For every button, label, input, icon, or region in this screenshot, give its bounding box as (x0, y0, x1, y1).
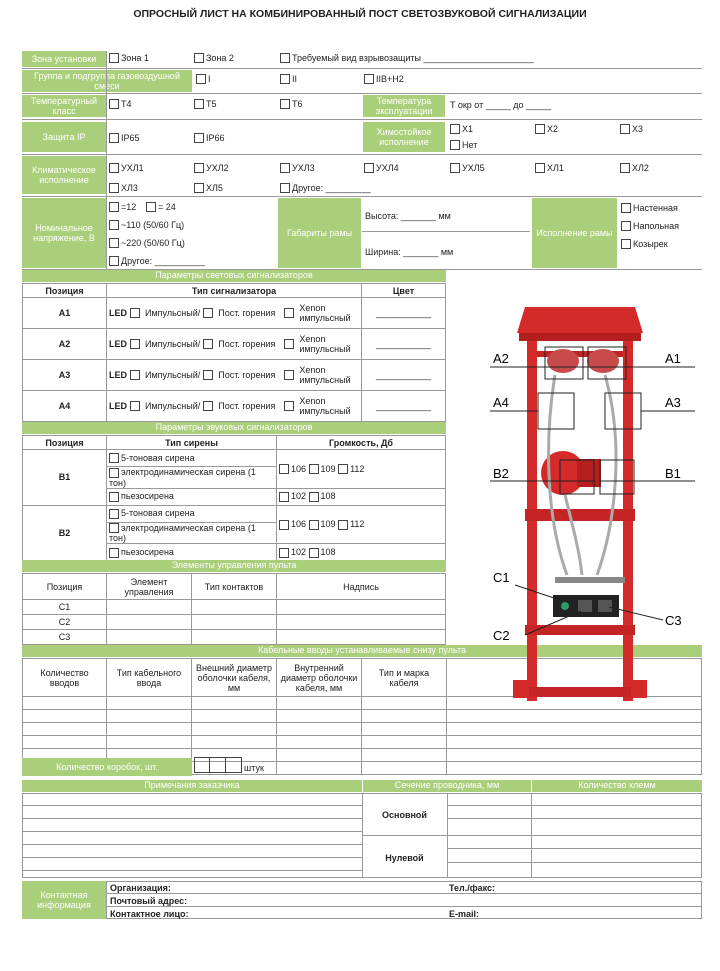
person-label[interactable]: Контактное лицо: (110, 909, 189, 919)
table-row (23, 360, 446, 391)
option-label: T4 (121, 99, 132, 109)
option-label: ХЛ2 (632, 163, 649, 173)
position-cell: A2 (23, 329, 107, 360)
climate-other-option[interactable] (280, 183, 371, 193)
checkbox[interactable] (109, 238, 119, 248)
v-other-option[interactable] (109, 256, 205, 266)
checkbox[interactable] (450, 140, 460, 150)
checkbox[interactable] (109, 453, 119, 463)
xenon-label: Xenon импульсный (299, 334, 351, 354)
checkbox[interactable] (194, 53, 204, 63)
siren-label: электродинамическая сирена (1 тон) (109, 467, 256, 488)
xenon-label: Xenon импульсный (299, 396, 351, 416)
x3-option[interactable] (620, 124, 643, 134)
checkbox[interactable] (203, 401, 213, 411)
chem-label: Химостойкое исполнение (363, 122, 445, 152)
crossbar (525, 509, 635, 521)
checkbox[interactable] (146, 202, 156, 212)
input-cell[interactable] (192, 600, 277, 615)
checkbox[interactable] (109, 468, 119, 478)
climate-option[interactable] (620, 163, 649, 173)
contact-area (106, 881, 702, 919)
checkbox[interactable] (109, 509, 119, 519)
col-header: Внешний диаметр оболочки кабеля, мм (192, 659, 277, 697)
volume-label: 109 (320, 463, 336, 474)
const-label: Пост. горения (218, 339, 276, 349)
diagram-label: C2 (493, 628, 510, 643)
option-label: Зона 1 (121, 53, 149, 63)
checkbox[interactable] (338, 464, 348, 474)
zone1-option[interactable] (109, 53, 149, 63)
checkbox[interactable] (621, 221, 631, 231)
siren-b1 (577, 459, 601, 487)
checkbox[interactable] (109, 202, 119, 212)
foot-right (631, 680, 647, 698)
crossbar (525, 625, 635, 635)
position-cell: C1 (23, 600, 107, 615)
checkbox[interactable] (109, 133, 119, 143)
checkbox[interactable] (621, 239, 631, 249)
checkbox[interactable] (280, 99, 290, 109)
group3-option[interactable] (364, 74, 404, 84)
option-label: Нет (462, 140, 478, 150)
position-cell: C3 (23, 630, 107, 645)
volume-label: 108 (320, 546, 336, 557)
checkbox[interactable] (309, 520, 319, 530)
climate-option[interactable] (194, 183, 223, 193)
volume-label: 109 (320, 519, 336, 530)
checkbox[interactable] (338, 520, 348, 530)
checkbox[interactable] (364, 74, 374, 84)
checkbox[interactable] (194, 183, 204, 193)
option-label: Другое: _________ (292, 183, 371, 193)
group2-option[interactable] (280, 74, 297, 84)
signal-post-diagram (485, 295, 700, 715)
led-label: LED (109, 370, 127, 380)
volume-label: 106 (291, 463, 307, 474)
option-label: = 24 (158, 202, 176, 212)
voltage-label: Номинальное напряжение, В (22, 198, 106, 268)
addr-label[interactable]: Почтовый адрес: (110, 896, 188, 906)
sound-header: Параметры звуковых сигнализаторов (22, 422, 446, 434)
checkbox[interactable] (280, 183, 290, 193)
v110-option[interactable] (109, 220, 184, 230)
sound-table (22, 435, 446, 561)
email-label[interactable]: E-mail: (449, 909, 480, 919)
col-header: Тип контактов (192, 574, 277, 600)
frame-type-label: Исполнение рамы (532, 198, 617, 268)
diagram-label: B1 (665, 466, 681, 481)
checkbox[interactable] (309, 548, 319, 558)
t5-option[interactable] (194, 99, 217, 109)
volume-label: 102 (291, 491, 307, 502)
checkbox[interactable] (109, 548, 119, 558)
checkbox[interactable] (535, 163, 545, 173)
chem-no-option[interactable] (450, 140, 477, 150)
led-label: LED (109, 308, 127, 318)
checkbox[interactable] (109, 183, 119, 193)
checkbox[interactable] (450, 163, 460, 173)
group-label: Группа и подгруппа газовоздушной смеси (22, 70, 192, 92)
option-label: ХЛ3 (121, 183, 138, 193)
checkbox[interactable] (309, 492, 319, 502)
table-row (23, 329, 446, 360)
volume-label: 108 (320, 491, 336, 502)
option-label: УХЛ1 (121, 163, 144, 173)
checkbox[interactable] (535, 124, 545, 134)
checkbox[interactable] (279, 520, 289, 530)
col-header: Элемент управления (107, 574, 192, 600)
checkbox[interactable] (203, 339, 213, 349)
input-cell[interactable] (107, 615, 192, 630)
zero-label: Нулевой (385, 853, 424, 863)
cable (565, 495, 582, 575)
col-header: Тип кабельного ввода (107, 659, 192, 697)
col-header: Тип сигнализатора (107, 284, 362, 298)
checkbox[interactable] (284, 401, 294, 411)
volume-label: 102 (291, 546, 307, 557)
position-cell: A1 (23, 298, 107, 329)
canopy-edge (519, 333, 641, 341)
option-label: IIB+H2 (376, 74, 404, 84)
checkbox[interactable] (109, 53, 119, 63)
siren-label: 5-тоновая сирена (121, 508, 195, 519)
control-mount (555, 577, 625, 583)
col-header: Позиция (23, 284, 107, 298)
control-c2 (578, 600, 592, 612)
checkbox[interactable] (280, 74, 290, 84)
floor-option[interactable] (621, 221, 679, 231)
foot-left (513, 680, 529, 698)
boxes-field[interactable] (194, 757, 264, 773)
table-row (23, 615, 446, 630)
v12-option[interactable] (109, 202, 136, 212)
input-cell[interactable] (277, 615, 446, 630)
color-field[interactable]: ___________ (362, 329, 446, 360)
notes-header: Примечания заказчика (22, 780, 362, 792)
diagram-label: A2 (493, 351, 509, 366)
checkbox[interactable] (280, 53, 290, 63)
checkbox[interactable] (621, 203, 631, 213)
v24-option[interactable] (146, 202, 176, 212)
frame-width-field[interactable]: Ширина: _______ мм (365, 247, 454, 257)
checkbox[interactable] (279, 548, 289, 558)
section-header: Сечение проводника, мм (363, 780, 531, 792)
input-cell[interactable] (107, 630, 192, 645)
position-cell: B1 (23, 450, 107, 506)
page-title: ОПРОСНЫЙ ЛИСТ НА КОМБИНИРОВАННЫЙ ПОСТ СВЕТОЗВУКОВОЙ СИГНАЛИЗАЦИИ (133, 8, 587, 20)
checkbox[interactable] (203, 308, 213, 318)
climate-option[interactable] (535, 163, 564, 173)
xenon-label: Xenon импульсный (299, 365, 351, 385)
siren-label: электродинамическая сирена (1 тон) (109, 522, 256, 544)
diagram-label: B2 (493, 466, 509, 481)
climate-option[interactable] (109, 163, 144, 173)
diagram-label: C1 (493, 570, 510, 585)
option-label: ~220 (50/60 Гц) (121, 238, 185, 248)
checkbox[interactable] (130, 308, 140, 318)
checkbox[interactable] (194, 133, 204, 143)
col-header: Надпись (277, 574, 446, 600)
option-label: ~110 (50/60 Гц) (121, 220, 185, 230)
position-cell: B2 (23, 505, 107, 561)
option-label: ХЛ5 (206, 183, 223, 193)
checkbox[interactable] (109, 256, 119, 266)
volume-label: 112 (350, 519, 365, 530)
color-field[interactable]: ___________ (362, 298, 446, 329)
x1-option[interactable] (450, 124, 473, 134)
option-label: X2 (547, 124, 559, 134)
ip65-option[interactable] (109, 133, 140, 143)
crossbar (525, 687, 635, 697)
tel-label[interactable]: Тел./факс: (449, 883, 496, 893)
table-row (23, 723, 702, 736)
col-header: Тип сирены (107, 436, 277, 450)
checkbox[interactable] (309, 464, 319, 474)
option-label: ХЛ1 (547, 163, 564, 173)
position-cell: A4 (23, 391, 107, 422)
volume-label: 112 (350, 463, 365, 474)
climate-option[interactable] (280, 163, 315, 173)
t4-option[interactable] (109, 99, 132, 109)
checkbox[interactable] (194, 99, 204, 109)
checkbox[interactable] (284, 339, 294, 349)
checkbox[interactable] (130, 401, 140, 411)
table-row (23, 298, 446, 329)
table-row (23, 630, 446, 645)
checkbox[interactable] (364, 163, 374, 173)
leader-line (515, 585, 563, 601)
pulse-label: Импульсный/ (145, 339, 201, 349)
option-label: Напольная (633, 221, 679, 231)
checkbox[interactable] (620, 124, 630, 134)
checkbox[interactable] (284, 370, 294, 380)
group1-option[interactable] (196, 74, 211, 84)
table-row (23, 391, 446, 422)
climate-label: Климатическое исполнение (22, 156, 106, 194)
checkbox[interactable] (109, 99, 119, 109)
controls-header: Элементы управления пульта (22, 560, 446, 572)
clamps-header: Количество клемм (532, 780, 702, 792)
v220-option[interactable] (109, 238, 185, 248)
checkbox[interactable] (620, 163, 630, 173)
climate-option[interactable] (109, 183, 138, 193)
checkbox[interactable] (279, 492, 289, 502)
pulse-label: Импульсный/ (145, 370, 201, 380)
option-label: УХЛ2 (206, 163, 229, 173)
option-label: X1 (462, 124, 474, 134)
input-cell[interactable] (277, 630, 446, 645)
volume-label: 106 (291, 519, 307, 530)
option-label: I (208, 74, 211, 84)
checkbox[interactable] (279, 464, 289, 474)
input-cell[interactable] (192, 615, 277, 630)
input-cell[interactable] (192, 630, 277, 645)
org-label[interactable]: Организация: (110, 883, 171, 893)
col-header: Тип и марка кабеля (362, 659, 447, 697)
col-header: Позиция (23, 574, 107, 600)
light-header: Параметры световых сигнализаторов (22, 270, 446, 282)
unit-label: штук (244, 763, 264, 773)
controls-table (22, 573, 446, 645)
const-label: Пост. горения (218, 308, 276, 318)
diagram-label: A1 (665, 351, 681, 366)
checkbox[interactable] (280, 163, 290, 173)
option-label: УХЛ4 (376, 163, 399, 173)
beacon-a2 (547, 349, 579, 373)
option-label: Требуемый вид взрывозащиты ______________________ (292, 53, 534, 63)
wall-option[interactable] (621, 203, 678, 213)
diagram-label: A4 (493, 395, 509, 410)
t6-option[interactable] (280, 99, 303, 109)
control-c3 (598, 600, 612, 612)
option-label: УХЛ3 (292, 163, 315, 173)
explosion-protection-option[interactable] (280, 53, 534, 63)
led-label: LED (109, 401, 127, 411)
option-label: II (292, 74, 298, 84)
option-label: T5 (206, 99, 217, 109)
col-header: Внутренний диаметр оболочки кабеля, мм (277, 659, 362, 697)
checkbox[interactable] (450, 124, 460, 134)
checkbox[interactable] (109, 220, 119, 230)
led-label: LED (109, 339, 127, 349)
contact-label: Контактная информация (22, 881, 106, 919)
option-label: УХЛ5 (462, 163, 485, 173)
frame-height-field[interactable]: Высота: _______ мм (365, 211, 451, 221)
siren-label: пьезосирена (121, 491, 174, 502)
climate-option[interactable] (450, 163, 485, 173)
climate-option[interactable] (194, 163, 229, 173)
checkbox[interactable] (194, 163, 204, 173)
option-label: Козырек (633, 239, 668, 249)
siren-label: 5-тоновая сирена (121, 452, 195, 463)
col-header: Количество вводов (23, 659, 107, 697)
checkbox[interactable] (109, 163, 119, 173)
light-table (22, 283, 446, 422)
diagram-label: A3 (665, 395, 681, 410)
color-field[interactable]: ___________ (362, 391, 446, 422)
option-label: =12 (121, 202, 137, 212)
checkbox[interactable] (109, 492, 119, 502)
option-label: Другое: __________ (121, 256, 205, 266)
checkbox[interactable] (130, 370, 140, 380)
zone-label: Зона установки (22, 51, 106, 67)
checkbox[interactable] (130, 339, 140, 349)
ip-label: Защита IP (22, 122, 106, 152)
main-label: Основной (382, 810, 427, 820)
input-cell[interactable] (277, 600, 446, 615)
col-header: Громкость, Дб (277, 436, 446, 450)
input-cell[interactable] (107, 600, 192, 615)
a4-box (538, 393, 574, 429)
control-c1 (561, 602, 569, 610)
diagram-label: C3 (665, 613, 682, 628)
checkbox[interactable] (284, 308, 294, 318)
x2-option[interactable] (535, 124, 558, 134)
color-field[interactable]: ___________ (362, 360, 446, 391)
canopy-option[interactable] (621, 239, 668, 249)
beacon-a1 (587, 349, 619, 373)
canopy-shape (517, 307, 643, 333)
const-label: Пост. горения (218, 370, 276, 380)
col-header: Цвет (362, 284, 446, 298)
option-label: X3 (632, 124, 644, 134)
checkbox[interactable] (196, 74, 206, 84)
position-cell: A3 (23, 360, 107, 391)
xenon-label: Xenon импульсный (299, 303, 351, 323)
option-label: T6 (292, 99, 303, 109)
checkbox[interactable] (203, 370, 213, 380)
temp-class-label: Температурный класс (22, 95, 106, 117)
col-header: Позиция (23, 436, 107, 450)
cable-header: Кабельные вводы устанавливаемые снизу пульта (22, 645, 702, 657)
option-label: IP66 (206, 133, 225, 143)
option-label: Зона 2 (206, 53, 234, 63)
table-row (23, 736, 702, 749)
option-label: IP65 (121, 133, 140, 143)
table-row (23, 600, 446, 615)
frame-label: Габариты рамы (278, 198, 361, 268)
option-label: Настенная (633, 203, 678, 213)
ip66-option[interactable] (194, 133, 225, 143)
checkbox[interactable] (109, 523, 119, 533)
boxes-label: Количество коробок, шт. (22, 758, 192, 776)
const-label: Пост. горения (218, 401, 276, 411)
position-cell: C2 (23, 615, 107, 630)
temp-exp-label: Температура эксплуатации (363, 95, 445, 117)
temp-exp-field[interactable]: T окр от _____ до _____ (450, 100, 552, 110)
siren-label: пьезосирена (121, 546, 174, 557)
climate-option[interactable] (364, 163, 399, 173)
pulse-label: Импульсный/ (145, 401, 201, 411)
zone2-option[interactable] (194, 53, 234, 63)
pulse-label: Импульсный/ (145, 308, 201, 318)
